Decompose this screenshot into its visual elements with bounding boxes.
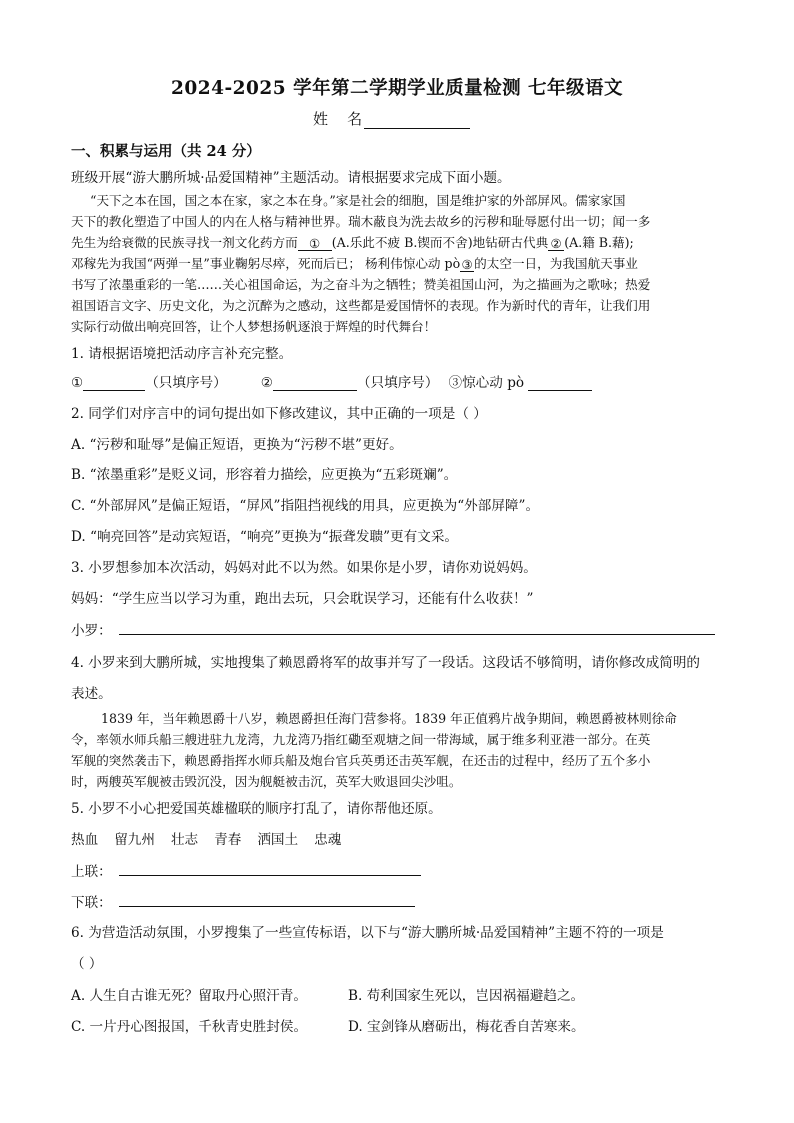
q4-passage-line-3: 军舰的突然袭击下，赖恩爵指挥水师兵船及炮台官兵英勇还击英军舰，在还击的过程中，经历了五个多小 <box>71 753 651 768</box>
q6-option-b[interactable]: B. 苟利国家生死以，岂因祸福避趋之。 <box>348 988 585 1004</box>
question-6-cont: （ ） <box>71 956 103 972</box>
q3-answer-label: 小罗： <box>71 623 112 639</box>
question-6: 6. 为营造活动氛围，小罗搜集了一些宣传标语，以下与“游大鹏所城·品爱国精神”主题不符的一项是 <box>71 925 664 941</box>
blank-2[interactable]: ② <box>548 236 564 251</box>
word-6: 忠魂 <box>314 832 342 848</box>
q2-option-b[interactable]: B. “浓墨重彩”是贬义词，形容着力描绘，应更换为“五彩斑斓”。 <box>71 467 458 483</box>
q3-answer-line[interactable] <box>119 633 715 635</box>
question-3: 3. 小罗想参加本次活动，妈妈对此不以为然。如果你是小罗，请你劝说妈妈。 <box>71 560 537 576</box>
q4-passage-line-4: 时，两艘英军舰被击毁沉没，因为舰艇被击沉，英军大败退回尖沙咀。 <box>71 774 462 789</box>
passage-line-6: 祖国语言文字、历史文化，为之沉醉为之感动，这些都是爱国情怀的表现。作为新时代的青年，让我们用 <box>71 298 651 313</box>
question-4-cont: 表述。 <box>71 686 112 702</box>
passage-line-3-start: 先生为给衰微的民族寻找一剂文化药方而 <box>71 235 298 250</box>
q2-option-c[interactable]: C. “外部屏风”是偏正短语，“屏风”指阻挡视线的用具，应更换为“外部屏障”。 <box>71 498 540 514</box>
q5-word-bank <box>71 828 341 848</box>
answer-1-blank[interactable] <box>83 376 145 391</box>
passage-line-1: “天下之本在国，国之本在家，家之本在身。”家是社会的细胞，国是维护家的外部屏风。儒家家国 <box>90 193 626 208</box>
answer-2-blank[interactable] <box>273 376 357 391</box>
passage-line-5: 书写了浓墨重彩的一笔……关心祖国命运，为之奋斗为之牺牲；赞美祖国山河，为之描画为之歌咏；热爱 <box>71 277 651 292</box>
q6-option-a[interactable]: A. 人生自古谁无死？留取丹心照汗青。 <box>71 988 307 1004</box>
q5-upper-line[interactable] <box>119 874 421 876</box>
passage-line-4-start: 邓稼先为我国“两弹一星”事业鞠躬尽瘁，死而后已； 杨利伟惊心动 pò <box>71 256 461 271</box>
passage-line-3-mid: (A.乐此不疲 B.锲而不舍)地钻研古代典 <box>331 235 549 250</box>
q5-lower-line[interactable] <box>119 905 415 907</box>
passage-line-3-end: (A.籍 B.藉); <box>564 235 634 250</box>
word-4: 青春 <box>214 832 242 848</box>
word-3: 壮志 <box>170 832 199 848</box>
passage-line-4-end: 的太空一日，为我国航天事业 <box>474 256 638 271</box>
q5-upper-label: 上联： <box>71 864 112 880</box>
question-5: 5. 小罗不小心把爱国英雄楹联的顺序打乱了，请你帮他还原。 <box>71 801 442 817</box>
intro-text: 班级开展“游大鹏所城·品爱国精神”主题活动。请根据要求完成下面小题。 <box>71 170 511 186</box>
name-label: 姓 名 <box>313 110 363 128</box>
question-1: 1. 请根据语境把活动序言补充完整。 <box>71 346 293 362</box>
q5-lower-label: 下联： <box>71 895 112 911</box>
name-blank[interactable] <box>364 113 470 129</box>
blank-3[interactable]: ③ <box>461 257 473 272</box>
q3-mom-quote: 妈妈：“学生应当以学习为重，跑出去玩，只会耽误学习，还能有什么收获！” <box>71 591 534 607</box>
passage-line-4 <box>71 253 723 272</box>
question-1-answers: ① （只填序号） ② （只填序号） ③惊心动 pò <box>71 371 592 391</box>
passage-line-2: 天下的教化塑造了中国人的内在人格与精神世界。瑞木蔽良为洗去故乡的污秽和耻辱愿付出一切；闻一多 <box>71 214 651 229</box>
q6-option-d[interactable]: D. 宝剑锋从磨砺出，梅花香自苦寒来。 <box>348 1019 585 1035</box>
name-field <box>313 108 470 129</box>
passage-line-3 <box>71 232 723 251</box>
word-2: 留九州 <box>114 832 155 848</box>
passage-line-7: 实际行动做出响亮回答，让个人梦想扬帆逐浪于辉煌的时代舞台！ <box>71 319 437 334</box>
word-5: 洒国土 <box>257 832 299 848</box>
page-title: 2024-2025 学年第二学期学业质量检测 七年级语文 <box>170 78 624 99</box>
q2-option-d[interactable]: D. “响亮回答”是动宾短语，“响亮”更换为“振聋发聩”更有文采。 <box>71 529 459 545</box>
question-2: 2. 同学们对序言中的词句提出如下修改建议，其中正确的一项是（ ） <box>71 406 487 422</box>
question-4: 4. 小罗来到大鹏所城，实地搜集了赖恩爵将军的故事并写了一段话。这段话不够简明，请你修改成简明的 <box>71 655 701 671</box>
q2-option-a[interactable]: A. “污秽和耻辱”是偏正短语，更换为“污秽不堪”更好。 <box>71 437 403 453</box>
answer-3-blank[interactable] <box>528 376 592 391</box>
q4-passage-line-2: 令，率领水师兵船三艘进驻九龙湾，九龙湾乃指红磡至观塘之间一带海域，属于维多利亚港一部分。在英 <box>71 732 651 747</box>
q4-passage-line-1: 1839 年，当年赖恩爵十八岁，赖恩爵担任海门营参将。1839 年正值鸦片战争期间，赖恩爵被林则徐命 <box>101 711 677 726</box>
blank-1[interactable]: ① <box>298 236 332 251</box>
q6-option-c[interactable]: C. 一片丹心图报国，千秋青史胜封侯。 <box>71 1019 308 1035</box>
section-heading: 一、积累与运用（共 24 分） <box>71 143 261 160</box>
word-1: 热血 <box>71 832 99 848</box>
